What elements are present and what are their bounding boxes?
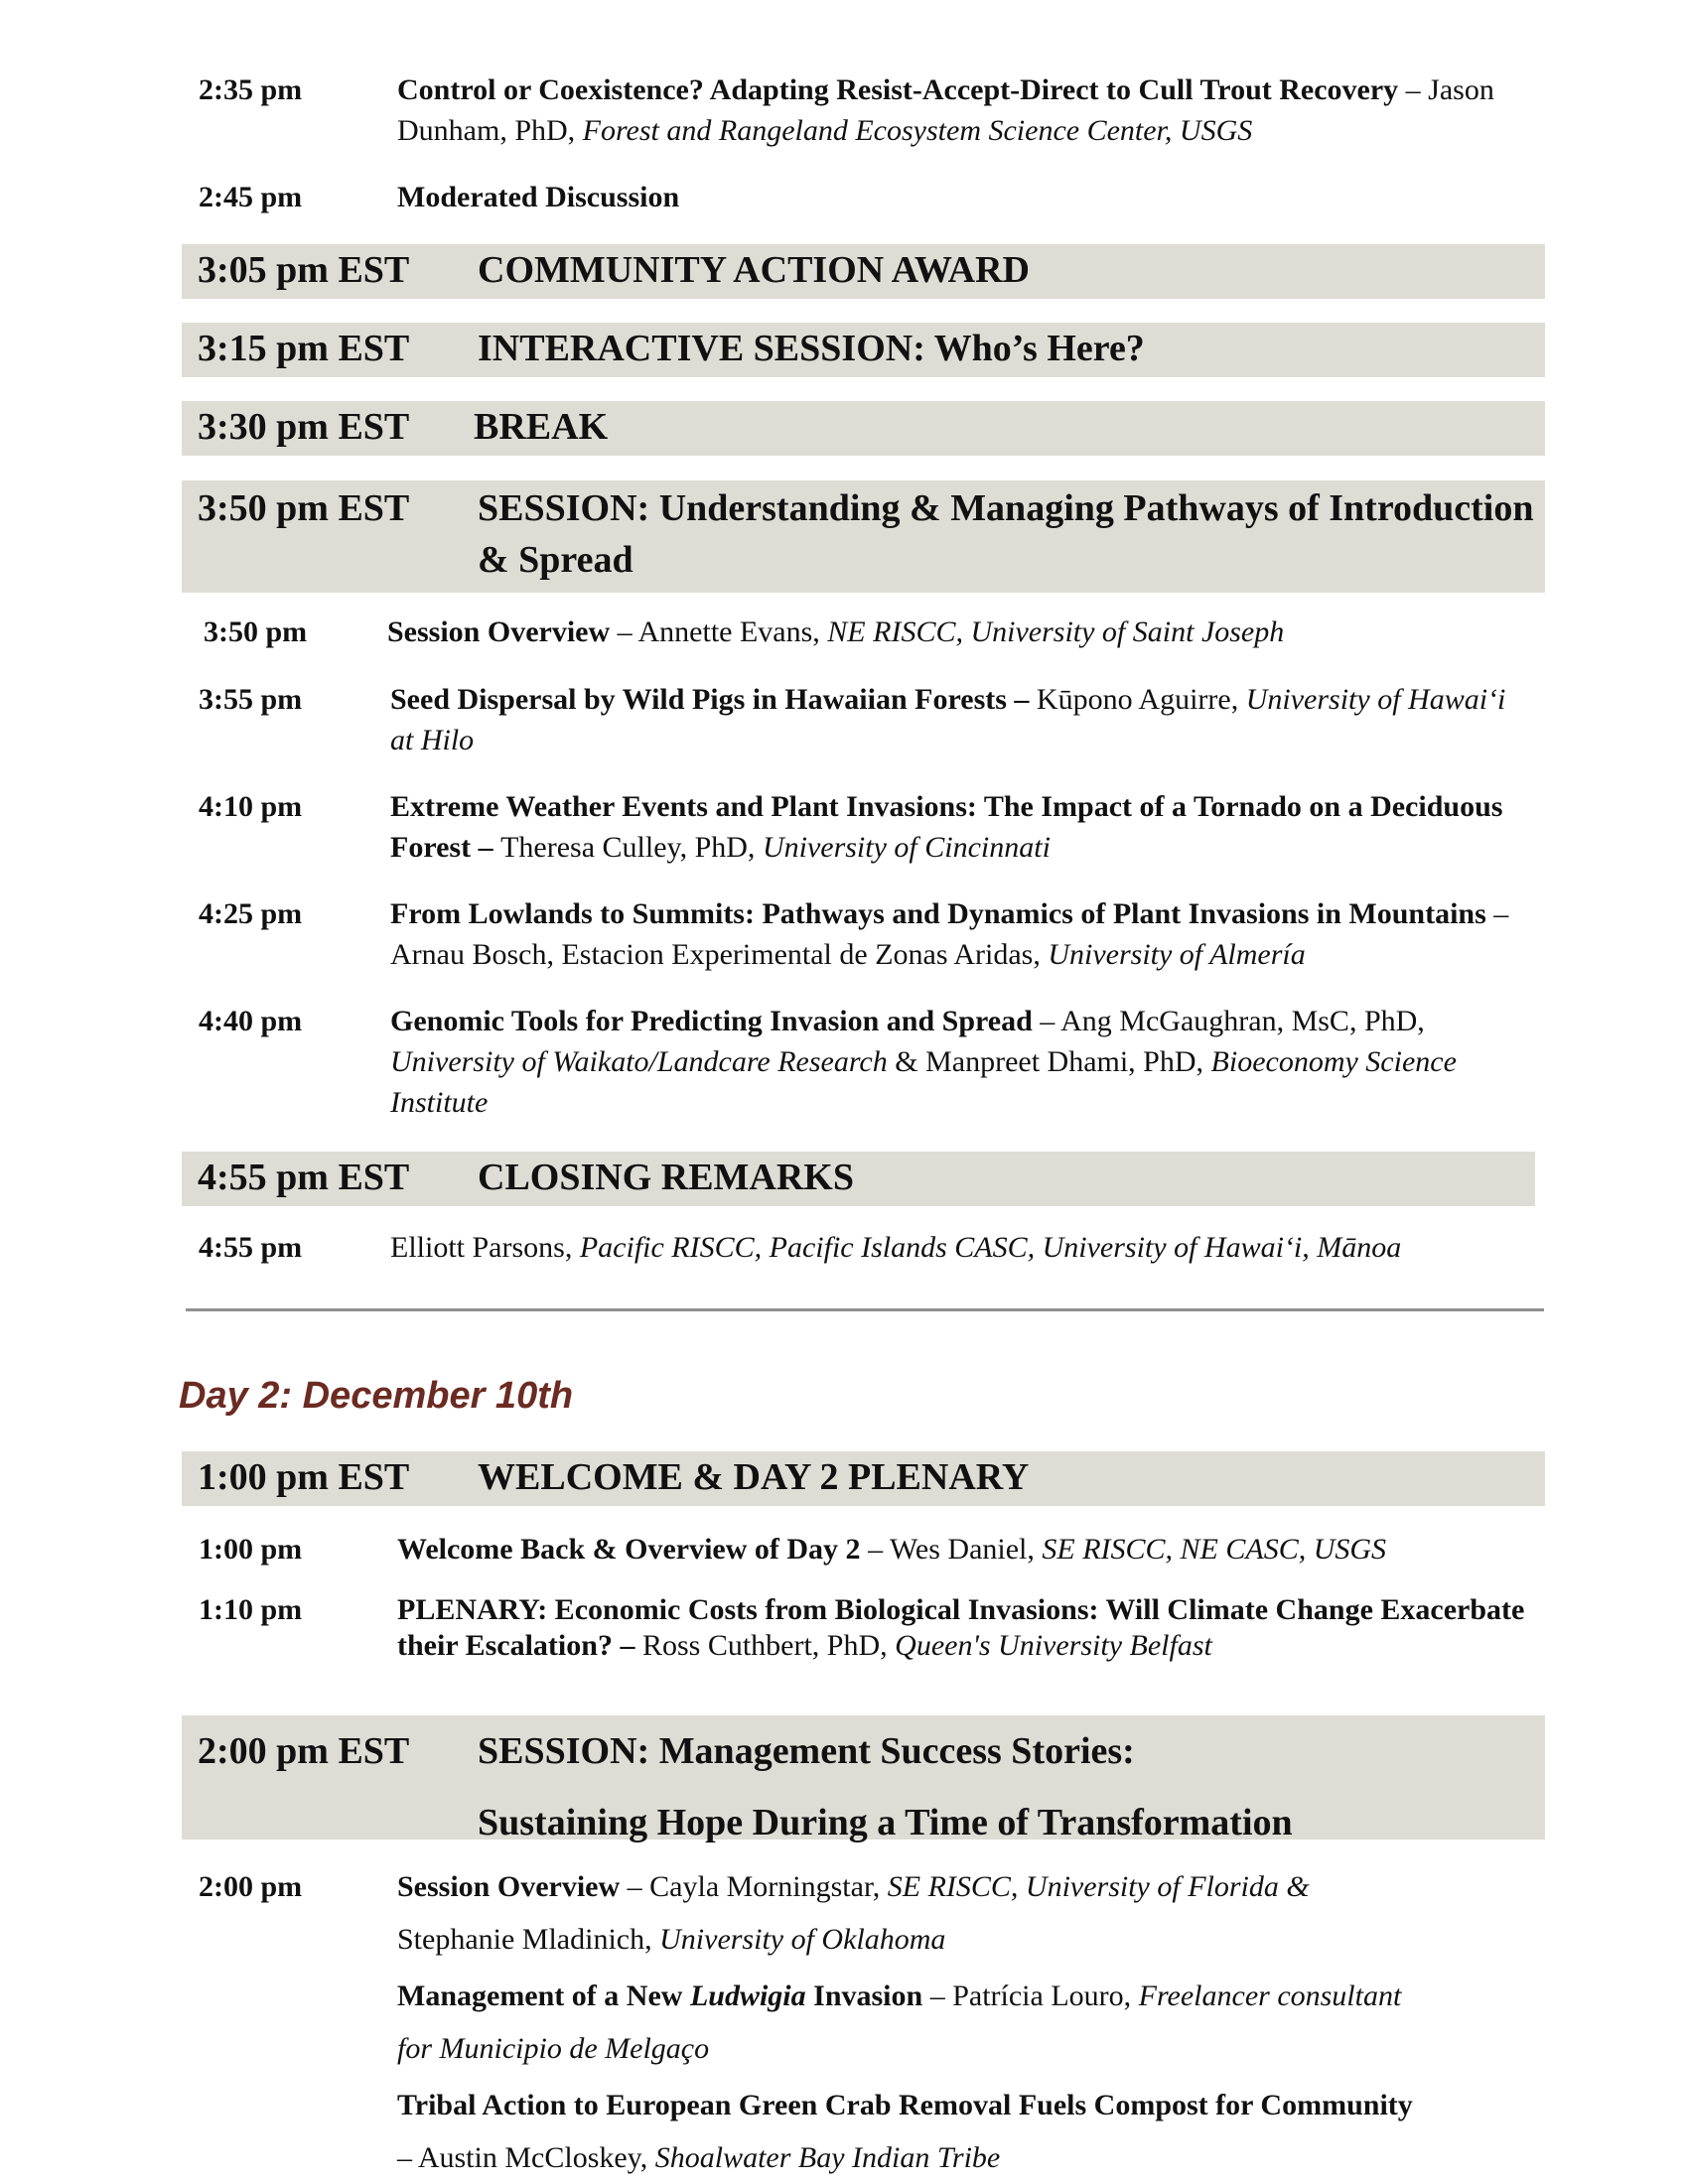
talk-title: Tribal Action to European Green Crab Removal Fuels Compost for Community (397, 2089, 1413, 2121)
agenda-item (199, 177, 679, 217)
band-label: CLOSING REMARKS (478, 1157, 854, 1198)
agenda-band (182, 401, 1545, 456)
band-time: 2:00 pm EST (198, 1730, 410, 1772)
band-time: 3:15 pm EST (198, 328, 410, 369)
agenda-item: 2:35 pm Control or Coexistence? Adapting Resist-Accept-Direct to Cull Trout Recovery – Jason Dunham, PhD, Forest and Rangeland Ecosystem Science Center, USGS (199, 69, 1494, 151)
affiliation: SE RISCC, NE CASC, USGS (1042, 1533, 1387, 1566)
band-time: 4:55 pm EST (198, 1157, 410, 1198)
affiliation: Queen's University Belfast (895, 1629, 1212, 1662)
agenda-item: 2:00 pm Session Overview – Cayla Morningstar, SE RISCC, University of Florida & Stephanie Mladinich, University of Oklahoma (199, 1860, 1310, 1966)
agenda-band (182, 323, 1545, 377)
item-time: 2:45 pm (199, 181, 303, 213)
talk-title: Session Overview (397, 1870, 621, 1903)
band-time: 3:50 pm EST (198, 487, 410, 529)
item-time: 3:50 pm (204, 615, 308, 648)
affiliation: SE RISCC, University of Florida & (887, 1870, 1310, 1903)
day-heading: Day 2: December 10th (179, 1375, 574, 1417)
affiliation: University of Cincinnati (762, 831, 1051, 864)
talk-title: From Lowlands to Summits: Pathways and Dynamics of Plant Invasions in Mountains (390, 897, 1486, 930)
item-time: 2:00 pm (199, 1870, 303, 1903)
item-time: 1:00 pm (199, 1533, 303, 1566)
agenda-item: Tribal Action to European Green Crab Removal Fuels Compost for Community – Austin McCloskey, Shoalwater Bay Indian Tribe (397, 2089, 1413, 2174)
agenda-item: 3:55 pm Seed Dispersal by Wild Pigs in Hawaiian Forests – Kūpono Aguirre, University of Hawaiʻi at Hilo (199, 679, 1505, 760)
agenda-band (182, 480, 1545, 593)
affiliation: Freelancer consultant (1138, 1979, 1402, 2012)
agenda-item: 4:55 pm Elliott Parsons, Pacific RISCC, Pacific Islands CASC, University of Hawaiʻi, Mānoa (199, 1227, 1401, 1268)
agenda-item: 4:10 pm Extreme Weather Events and Plant Invasions: The Impact of a Tornado on a Deciduous Forest – Theresa Culley, PhD, University of Cincinnati (199, 786, 1502, 868)
agenda-item: 4:25 pm From Lowlands to Summits: Pathways and Dynamics of Plant Invasions in Mountains – Arnau Bosch, Estacion Experimental de Zonas Aridas, University of Almería (199, 893, 1508, 975)
band-label: WELCOME & DAY 2 PLENARY (478, 1456, 1030, 1498)
band-time: 1:00 pm EST (198, 1456, 410, 1498)
affiliation: University of Waikato/Landcare Research (390, 1045, 888, 1078)
item-time: 4:10 pm (199, 790, 303, 823)
item-time: 2:35 pm (199, 73, 303, 106)
band-time: 3:30 pm EST (198, 406, 410, 448)
band-label: INTERACTIVE SESSION: Who’s Here? (478, 328, 1145, 369)
agenda-item: 1:10 pm PLENARY: Economic Costs from Biological Invasions: Will Climate Change Exacerbate their Escalation? – Ross Cuthbert, PhD, Queen's University Belfast (199, 1593, 1525, 1662)
item-time: 4:25 pm (199, 897, 303, 930)
affiliation: University of Hawaiʻi (1245, 683, 1506, 716)
agenda-item: 1:00 pm Welcome Back & Overview of Day 2 – Wes Daniel, SE RISCC, NE CASC, USGS (199, 1529, 1386, 1570)
talk-title: Management of a New Ludwigia Invasion (397, 1979, 923, 2012)
band-label: COMMUNITY ACTION AWARD (478, 249, 1030, 291)
item-time: 3:55 pm (199, 683, 303, 716)
agenda-band (182, 1715, 1545, 1843)
section-divider (186, 1308, 1544, 1311)
band-time: 3:05 pm EST (198, 249, 410, 291)
affiliation: NE RISCC, University of Saint Joseph (827, 615, 1285, 648)
talk-title: PLENARY: Economic Costs from Biological Invasions: Will Climate Change Exacerbate (397, 1593, 1525, 1626)
affiliation: University of Almería (1048, 938, 1306, 971)
talk-title: Welcome Back & Overview of Day 2 (397, 1533, 861, 1566)
talk-title: Seed Dispersal by Wild Pigs in Hawaiian Forests – (390, 683, 1037, 716)
item-time: 4:55 pm (199, 1231, 303, 1264)
talk-title: Control or Coexistence? Adapting Resist-Accept-Direct to Cull Trout Recovery (397, 73, 1399, 106)
band-label: BREAK (474, 406, 609, 448)
item-time: 4:40 pm (199, 1005, 303, 1037)
agenda-band (182, 1152, 1535, 1206)
affiliation: Shoalwater Bay Indian Tribe (654, 2141, 1001, 2174)
band-label: SESSION: Management Success Stories: Sustaining Hope During a Time of Transformation (478, 1730, 1293, 1843)
affiliation: Pacific RISCC, Pacific Islands CASC, University of Hawaiʻi, Mānoa (579, 1231, 1402, 1264)
agenda-item: 3:50 pm Session Overview – Annette Evans, NE RISCC, University of Saint Joseph (204, 612, 1284, 652)
agenda-item: 4:40 pm Genomic Tools for Predicting Invasion and Spread – Ang McGaughran, MsC, PhD, University of Waikato/Landcare Research & Manpreet Dhami, PhD, Bioeconomy Science Institute (199, 1001, 1457, 1123)
agenda-item: Management of a New Ludwigia Invasion – Patrícia Louro, Freelancer consultant for Municipio de Melgaço (397, 1979, 1402, 2065)
talk-title: Extreme Weather Events and Plant Invasions: The Impact of a Tornado on a Deciduous (390, 790, 1503, 823)
talk-title: Genomic Tools for Predicting Invasion and Spread (390, 1005, 1033, 1037)
affiliation: Forest and Rangeland Ecosystem Science Center, USGS (582, 114, 1253, 147)
item-time: 1:10 pm (199, 1593, 303, 1626)
agenda-band (182, 1451, 1545, 1506)
agenda-band (182, 244, 1545, 299)
band-label: SESSION: Understanding & Managing Pathways of Introduction & Spread (478, 487, 1534, 581)
talk-title: Session Overview (387, 615, 611, 648)
talk-title: Moderated Discussion (397, 181, 680, 213)
